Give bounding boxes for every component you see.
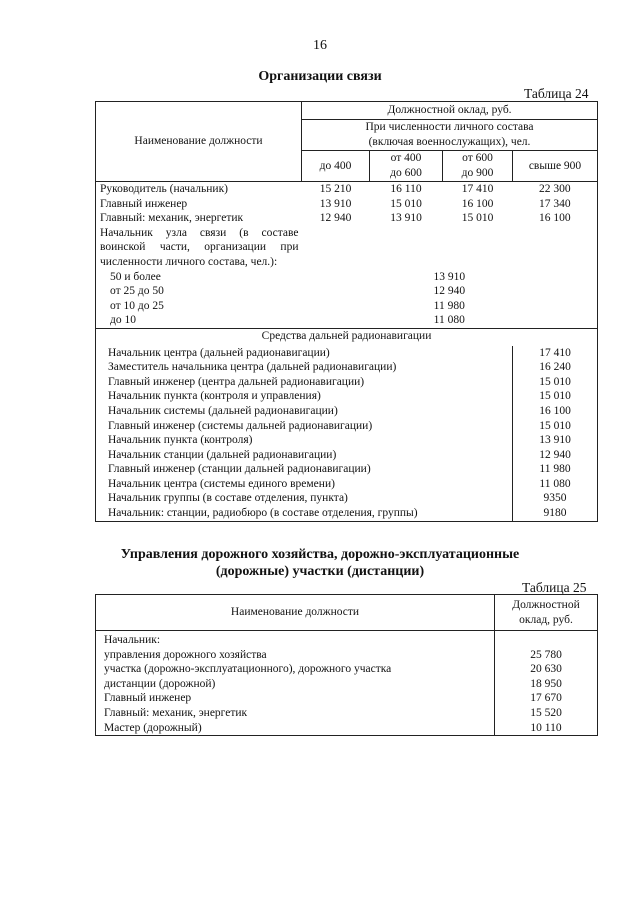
salary-cell: 15 010 xyxy=(461,212,494,225)
table-24-caption: Таблица 24 xyxy=(524,86,589,101)
table-row xyxy=(96,691,598,706)
table-row xyxy=(96,389,598,404)
node-chief-heading: Начальник узла связи (в составе воинской части, организации при численности личного состава, чел.): xyxy=(100,226,299,268)
table-row xyxy=(96,313,598,328)
table-row xyxy=(96,419,598,434)
salary-cell: 17 410 xyxy=(461,183,494,195)
table-row xyxy=(96,375,598,390)
salary-cell: 15 010 xyxy=(390,197,422,210)
position-name: Заместитель начальника центра (дальней радионавигации) xyxy=(108,361,397,374)
position-name: Начальник: станции, радиобюро (в составе отделения, группы) xyxy=(108,507,418,520)
salary-cell: 11 980 xyxy=(433,299,465,312)
table-row xyxy=(96,270,598,285)
position-name: Главный инженер xyxy=(100,197,188,210)
salary-cell: 11 080 xyxy=(513,477,598,492)
position-name: Начальник центра (системы единого времени) xyxy=(108,477,335,490)
name-column-header: Наименование должности xyxy=(96,102,302,182)
table-row xyxy=(96,299,598,314)
salary-cell: 15 010 xyxy=(513,419,598,434)
salary-cell: 12 940 xyxy=(433,285,466,298)
salary-cell: 12 940 xyxy=(319,212,352,225)
position-name: Главный инженер (системы дальней радионавигации) xyxy=(108,419,373,432)
position-name: управления дорожного хозяйства xyxy=(104,648,267,661)
salary-cell: 16 110 xyxy=(390,183,422,195)
salary-cell: 17 340 xyxy=(538,197,571,210)
salary-cell: 16 100 xyxy=(461,197,494,210)
position-name: Главный: механик, энергетик xyxy=(104,706,248,719)
headcount-header: При численности личного состава (включая военнослужащих), чел. xyxy=(302,120,598,151)
table-row xyxy=(96,462,598,477)
salary-cell: 17 670 xyxy=(495,691,598,706)
table-row xyxy=(96,706,598,721)
headcount-column-header: до 400 xyxy=(302,151,370,182)
salary-cell: 18 950 xyxy=(495,677,598,692)
table-row xyxy=(96,404,598,419)
salary-cell: 9350 xyxy=(513,491,598,506)
position-name: дистанции (дорожной) xyxy=(104,677,216,690)
table-row xyxy=(96,648,598,663)
table-24 xyxy=(95,101,598,522)
table-row xyxy=(96,182,598,197)
salary-column-header: Должностной оклад, руб. xyxy=(302,102,598,120)
position-name: Главный: механик, энергетик xyxy=(100,212,244,225)
name-column-header: Наименование должности xyxy=(96,595,495,631)
table-row xyxy=(96,477,598,492)
position-name: Руководитель (начальник) xyxy=(100,183,228,195)
headcount-range: от 10 до 25 xyxy=(110,299,164,312)
headcount-range: 50 и более xyxy=(110,270,161,283)
table-row xyxy=(96,197,598,212)
page-number: 16 xyxy=(313,38,327,53)
headcount-column-header: от 600 до 900 xyxy=(443,151,513,182)
table-row xyxy=(96,662,598,677)
salary-cell: 10 110 xyxy=(495,721,598,736)
salary-cell: 13 910 xyxy=(433,270,466,283)
salary-cell: 9180 xyxy=(513,506,598,521)
salary-cell: 16 240 xyxy=(513,360,598,375)
table-row xyxy=(96,284,598,299)
salary-cell: 22 300 xyxy=(538,183,571,195)
salary-cell: 15 520 xyxy=(495,706,598,721)
salary-cell: 13 910 xyxy=(390,212,422,225)
position-name: Мастер (дорожный) xyxy=(104,721,202,734)
salary-cell: 13 910 xyxy=(319,197,352,210)
salary-cell: 16 100 xyxy=(538,212,571,225)
position-name: Главный инженер xyxy=(104,692,192,705)
position-name: Начальник пункта (контроля и управления) xyxy=(108,390,321,403)
headcount-column-header: от 400 до 600 xyxy=(370,151,443,182)
section-title-road-management: Управления дорожного хозяйства, дорожно-эксплуатационные (дорожные) участки (дистанции) xyxy=(120,547,520,579)
salary-cell: 11 080 xyxy=(433,314,465,327)
radionav-heading: Средства дальней радионавигации xyxy=(96,328,598,343)
position-name: Начальник группы (в составе отделения, пункта) xyxy=(108,492,348,505)
salary-cell: 16 100 xyxy=(513,404,598,419)
position-name: Начальник центра (дальней радионавигации) xyxy=(108,346,330,359)
salary-column-header: Должностной оклад, руб. xyxy=(495,595,598,631)
position-name: Начальник системы (дальней радионавигации) xyxy=(108,404,338,417)
table-row xyxy=(96,346,598,361)
position-name: участка (дорожно-эксплуатационного), дорожного участка xyxy=(104,663,392,676)
table-row xyxy=(96,721,598,736)
table-25 xyxy=(95,594,598,736)
table-row xyxy=(96,677,598,692)
table-row xyxy=(96,433,598,448)
salary-cell: 15 010 xyxy=(513,375,598,390)
head-label: Начальник: xyxy=(104,634,161,646)
position-name: Главный инженер (центра дальней радионавигации) xyxy=(108,375,365,388)
salary-cell: 25 780 xyxy=(495,648,598,663)
salary-cell: 20 630 xyxy=(495,662,598,677)
headcount-range: до 10 xyxy=(110,314,136,327)
salary-cell: 15 010 xyxy=(513,389,598,404)
headcount-range: от 25 до 50 xyxy=(110,285,164,298)
headcount-column-header: свыше 900 xyxy=(513,151,598,182)
table-row xyxy=(96,448,598,463)
table-row xyxy=(96,491,598,506)
salary-cell: 17 410 xyxy=(513,346,598,361)
salary-cell: 11 980 xyxy=(513,462,598,477)
salary-cell: 13 910 xyxy=(513,433,598,448)
table-25-caption: Таблица 25 xyxy=(522,580,587,595)
table-row xyxy=(96,506,598,521)
position-name: Начальник станции (дальней радионавигации) xyxy=(108,448,337,461)
salary-cell: 15 210 xyxy=(319,183,352,195)
section-title-communications: Организации связи xyxy=(258,69,382,84)
table-row xyxy=(96,360,598,375)
position-name: Начальник пункта (контроля) xyxy=(108,434,253,447)
salary-cell: 12 940 xyxy=(513,448,598,463)
table-row xyxy=(96,211,598,226)
position-name: Главный инженер (станции дальней радионавигации) xyxy=(108,463,371,476)
